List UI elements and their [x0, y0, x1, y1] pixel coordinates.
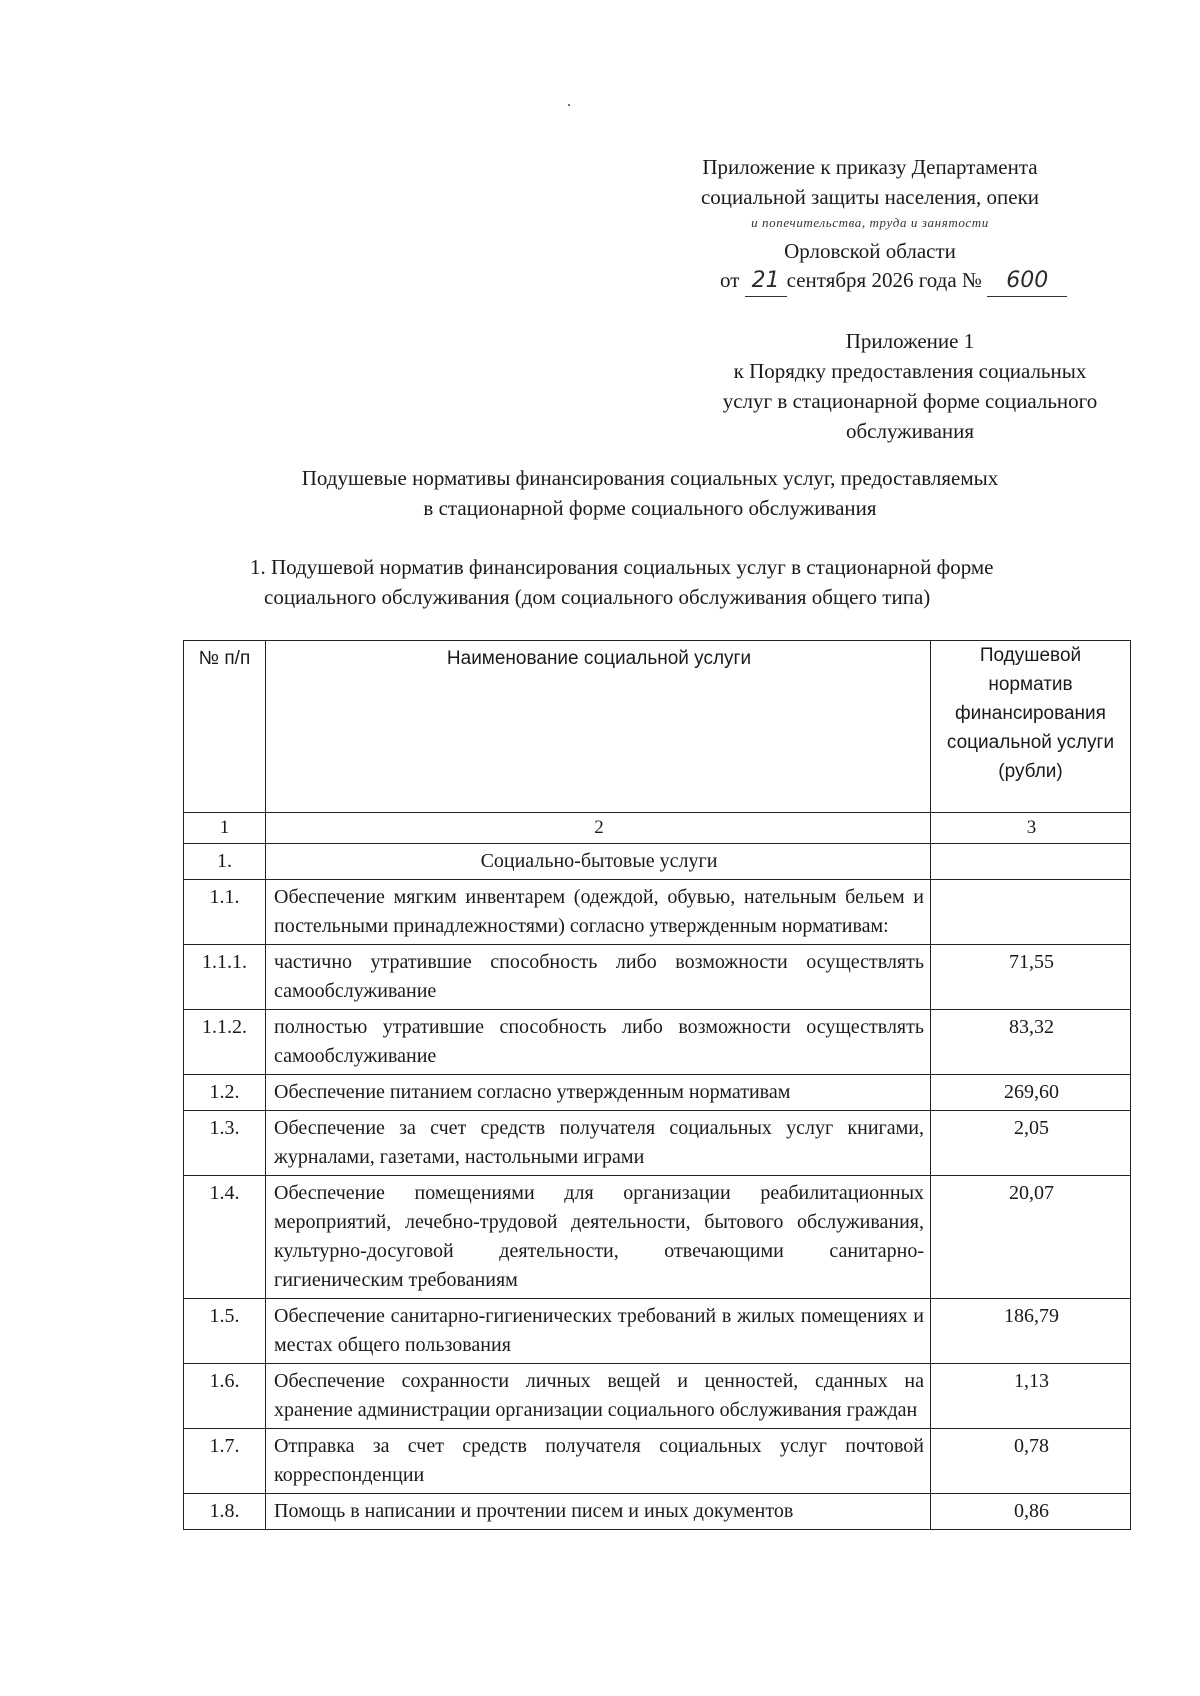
- table-row: [184, 1111, 1131, 1176]
- appendix-line1: Приложение 1: [845, 329, 975, 353]
- table-row: [184, 1075, 1131, 1111]
- column-number-2: 2: [266, 813, 931, 844]
- row-norm-value: 20,07: [931, 1176, 1131, 1299]
- section-heading-line1: 1. Подушевой норматив финансирования социальных услуг в стационарной форме: [250, 555, 994, 579]
- row-norm-value: 2,05: [931, 1111, 1131, 1176]
- row-norm-value: [931, 880, 1131, 945]
- scan-speck: [568, 104, 570, 106]
- document-title-line1: Подушевые нормативы финансирования социальных услуг, предоставляемых: [301, 466, 999, 490]
- row-norm-value: 0,86: [931, 1494, 1131, 1530]
- order-header: [640, 152, 1100, 212]
- section-heading: [250, 552, 1130, 612]
- order-date-line: [720, 265, 1140, 297]
- row-number: 1.3.: [184, 1111, 266, 1176]
- order-header-line1: Приложение к приказу Департамента: [702, 155, 1038, 179]
- order-prefix: от: [720, 268, 740, 292]
- row-number: 1.5.: [184, 1299, 266, 1364]
- row-number: 1.1.2.: [184, 1010, 266, 1075]
- row-norm-value: 1,13: [931, 1364, 1131, 1429]
- row-norm-value: 71,55: [931, 945, 1131, 1010]
- document-title: [220, 463, 1080, 523]
- row-service-name: Обеспечение питанием согласно утвержденным нормативам: [266, 1075, 931, 1111]
- order-header-line3: и попечительства, труда и занятости: [751, 215, 989, 230]
- row-service-name: Обеспечение мягким инвентарем (одеждой, обувью, нательным бельем и постельными принадлежностями) согласно утвержденным нормативам:: [266, 880, 931, 945]
- row-number: 1.: [184, 844, 266, 880]
- row-service-name: полностью утратившие способность либо возможности осуществлять самообслуживание: [266, 1010, 931, 1075]
- order-number-handwritten: 600: [987, 266, 1067, 297]
- table-row: [184, 1364, 1131, 1429]
- table-row: [184, 1429, 1131, 1494]
- order-header-line2: социальной защиты населения, опеки: [700, 185, 1040, 209]
- column-number-1: 1: [184, 813, 266, 844]
- table-row: [184, 945, 1131, 1010]
- norms-table-body: [184, 641, 1131, 1530]
- table-row: [184, 1176, 1131, 1299]
- table-row: [184, 880, 1131, 945]
- row-number: 1.6.: [184, 1364, 266, 1429]
- norms-table: [183, 640, 1131, 1530]
- row-service-name: Отправка за счет средств получателя социальных услуг почтовой корреспонденции: [266, 1429, 931, 1494]
- table-header-row: [184, 641, 1131, 813]
- header-col-value: Подушевой норматив финансирования социальной услуги (рубли): [931, 641, 1131, 813]
- row-norm-value: [931, 844, 1131, 880]
- section-heading-line2: социального обслуживания (дом социального обслуживания общего типа): [264, 585, 931, 609]
- appendix-header: [660, 326, 1160, 446]
- row-number: 1.4.: [184, 1176, 266, 1299]
- row-section-title: Социально-бытовые услуги: [266, 844, 931, 880]
- header-col-number: № п/п: [184, 641, 266, 813]
- header-col-name: Наименование социальной услуги: [266, 641, 931, 813]
- row-service-name: Обеспечение за счет средств получателя социальных услуг книгами, журналами, газетами, настольными играми: [266, 1111, 931, 1176]
- row-number: 1.2.: [184, 1075, 266, 1111]
- appendix-line4: обслуживания: [845, 419, 975, 443]
- table-row: [184, 1010, 1131, 1075]
- row-service-name: Обеспечение сохранности личных вещей и ценностей, сданных на хранение администрации организации социального обслуживания граждан: [266, 1364, 931, 1429]
- row-number: 1.7.: [184, 1429, 266, 1494]
- appendix-line3: услуг в стационарной форме социального: [722, 389, 1098, 413]
- order-header-line4: Орловской области: [784, 239, 956, 263]
- row-number: 1.1.1.: [184, 945, 266, 1010]
- table-row: [184, 844, 1131, 880]
- appendix-line2: к Порядку предоставления социальных: [733, 359, 1087, 383]
- order-month-year: сентября 2026 года №: [786, 268, 982, 292]
- row-service-name: частично утратившие способность либо возможности осуществлять самообслуживание: [266, 945, 931, 1010]
- order-day-handwritten: 21: [745, 266, 787, 297]
- row-norm-value: 0,78: [931, 1429, 1131, 1494]
- row-service-name: Обеспечение санитарно-гигиенических требований в жилых помещениях и местах общего пользования: [266, 1299, 931, 1364]
- column-numbers-row: [184, 813, 1131, 844]
- document-title-line2: в стационарной форме социального обслуживания: [423, 496, 877, 520]
- table-row: [184, 1299, 1131, 1364]
- table-row: [184, 1494, 1131, 1530]
- row-number: 1.8.: [184, 1494, 266, 1530]
- row-norm-value: 186,79: [931, 1299, 1131, 1364]
- row-service-name: Обеспечение помещениями для организации реабилитационных мероприятий, лечебно-трудовой деятельности, бытового обслуживания, культурно-досуговой деятельности, отвечающими санитарно-гигиеническим требованиям: [266, 1176, 931, 1299]
- row-number: 1.1.: [184, 880, 266, 945]
- row-norm-value: 83,32: [931, 1010, 1131, 1075]
- row-service-name: Помощь в написании и прочтении писем и иных документов: [266, 1494, 931, 1530]
- row-norm-value: 269,60: [931, 1075, 1131, 1111]
- column-number-3: 3: [931, 813, 1131, 844]
